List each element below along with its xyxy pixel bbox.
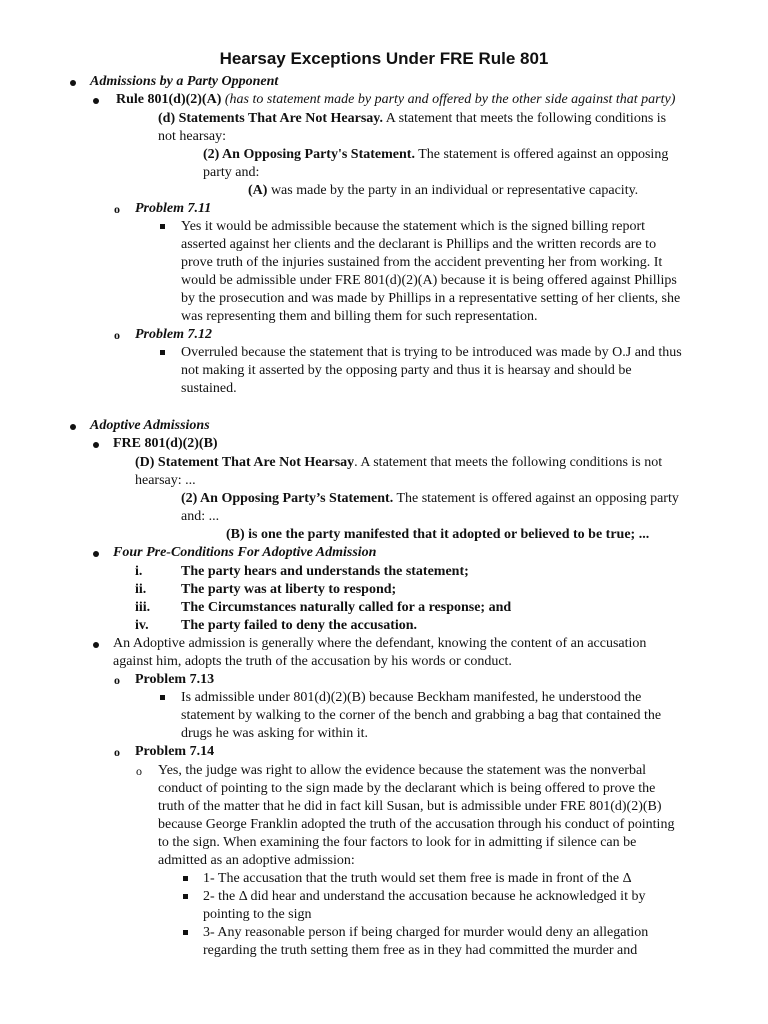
p713-line: Is admissible under 801(d)(2)(B) because Beckham manifested, he understood the [181,690,642,705]
opposing-party-line2: party and: [203,165,260,180]
d-text: . A statement that meets the following conditions is not [354,455,663,470]
circle-bullet: o [136,764,142,778]
p712-line: not making it asserted by the opposing party and thus it is hearsay and should be [181,363,632,378]
condition-text: The Circumstances naturally called for a response; and [181,600,512,615]
p711-line: Yes it would be admissible because the statement which is the signed billing report [181,219,645,234]
p713-line: drugs he was asking for within it. [181,726,369,741]
clause-b-line: (B) is one the party manifested that it adopted or believed to be true; ... [226,527,650,542]
opposing-party-line2: and: ... [181,509,220,524]
opposing-heading: (2) An Opposing Party’s Statement. [181,491,394,506]
d-statement-line [135,454,662,472]
p714-line: Yes, the judge was right to allow the evidence because the statement was the nonverbal [158,763,647,778]
general-line: against him, adopts the truth of the accusation by his words or conduct. [113,654,512,669]
d-text: A statement that meets the following conditions is [383,111,667,126]
section-heading-adoptive: Adoptive Admissions [90,418,210,433]
d-heading: (D) Statement That Are Not Hearsay [135,455,355,470]
problem-7-14: Problem 7.14 [135,744,215,759]
factor-line: 2- the Δ did hear and understand the accusation because he acknowledged it by [203,889,646,904]
p711-line: would be admissible under FRE 801(d)(2)(A) because it is being offered against Phillips [181,273,677,288]
bullet-dot [70,424,76,430]
condition-text: The party failed to deny the accusation. [181,618,418,633]
clause-a-label: (A) [248,183,268,198]
condition-number: ii. [135,582,147,597]
problem-7-11: Problem 7.11 [135,201,212,216]
problem-7-13: Problem 7.13 [135,672,215,687]
p714-line: to the sign. When examining the four factors to look for in admitting if silence can be [158,835,637,850]
square-bullet [183,894,188,899]
p711-line: prove truth of the injuries sustained from the accident preventing her from working. It [181,255,663,270]
bullet-dot [93,98,99,104]
problem-7-12: Problem 7.12 [135,327,212,342]
p714-line: because George Franklin adopted the truth of the accusation through his conduct of pointing [158,817,675,832]
clause-a-text: was made by the party in an individual or representative capacity. [267,183,639,198]
p711-line: asserted against her clients and the declarant is Phillips and the written records are to [181,237,657,252]
square-bullet [183,930,188,935]
rule-801-d-2-b: FRE 801(d)(2)(B) [113,436,218,451]
circle-bullet: o [114,202,120,216]
opposing-party-line [181,490,679,508]
bullet-dot [93,642,99,648]
opposing-heading: (2) An Opposing Party's Statement. [203,147,415,162]
circle-bullet: o [114,673,120,687]
square-bullet [160,224,165,229]
opposing-party-line [203,146,668,164]
rule-label: Rule 801(d)(2)(A) [116,92,222,107]
p712-line: Overruled because the statement that is trying to be introduced was made by O.J and thus [181,345,682,360]
opposing-text: The statement is offered against an opposing party [393,491,679,506]
square-bullet [160,350,165,355]
factor-line: 3- Any reasonable person if being charged for murder would deny an allegation [203,925,649,940]
bullet-dot [70,80,76,86]
factor-line: regarding the truth setting them free as in they had committed the murder and [203,943,638,958]
condition-number: iv. [135,618,149,633]
p713-line: statement by walking to the corner of the bench and grabbing a bag that contained the [181,708,662,723]
page-title: Hearsay Exceptions Under FRE Rule 801 [219,49,549,68]
d-statement-line [158,110,666,128]
p712-line: sustained. [181,381,237,396]
p714-line: admitted as an adoptive admission: [158,853,355,868]
p711-line: by the prosecution and was made by Phillips in a representative setting of her clients, she [181,291,681,306]
condition-text: The party hears and understands the statement; [181,564,469,579]
bullet-dot [93,551,99,557]
clause-a-line [248,182,638,200]
d-statement-line2: not hearsay: [158,129,227,144]
p714-line: truth of the matter that he did in fact kill Susan, but is admissible under FRE 801(d)(2)(B) [158,799,662,814]
square-bullet [160,695,165,700]
p711-line: was representing them and billing them for such representation. [181,309,538,324]
circle-bullet: o [114,328,120,342]
circle-bullet: o [114,745,120,759]
p714-line: conduct of pointing to the sign made by the declarant which is being offered to prove the [158,781,656,796]
condition-text: The party was at liberty to respond; [181,582,397,597]
four-preconditions-heading: Four Pre-Conditions For Adoptive Admission [113,545,377,560]
general-line: An Adoptive admission is generally where the defendant, knowing the content of an accusation [113,636,647,651]
d-heading: (d) Statements That Are Not Hearsay. [158,111,384,126]
condition-number: iii. [135,600,151,615]
rule-note: (has to statement made by party and offered by the other side against that party) [224,92,676,107]
square-bullet [183,876,188,881]
section-heading-admissions: Admissions by a Party Opponent [90,74,279,89]
condition-number: i. [135,564,143,579]
d-statement-line2: hearsay: ... [135,473,196,488]
rule-801-d-2-a [116,91,675,109]
factor-line: pointing to the sign [203,907,312,922]
factor-line: 1- The accusation that the truth would set them free is made in front of the Δ [203,871,632,886]
opposing-text: The statement is offered against an opposing [414,147,669,162]
bullet-dot [93,442,99,448]
